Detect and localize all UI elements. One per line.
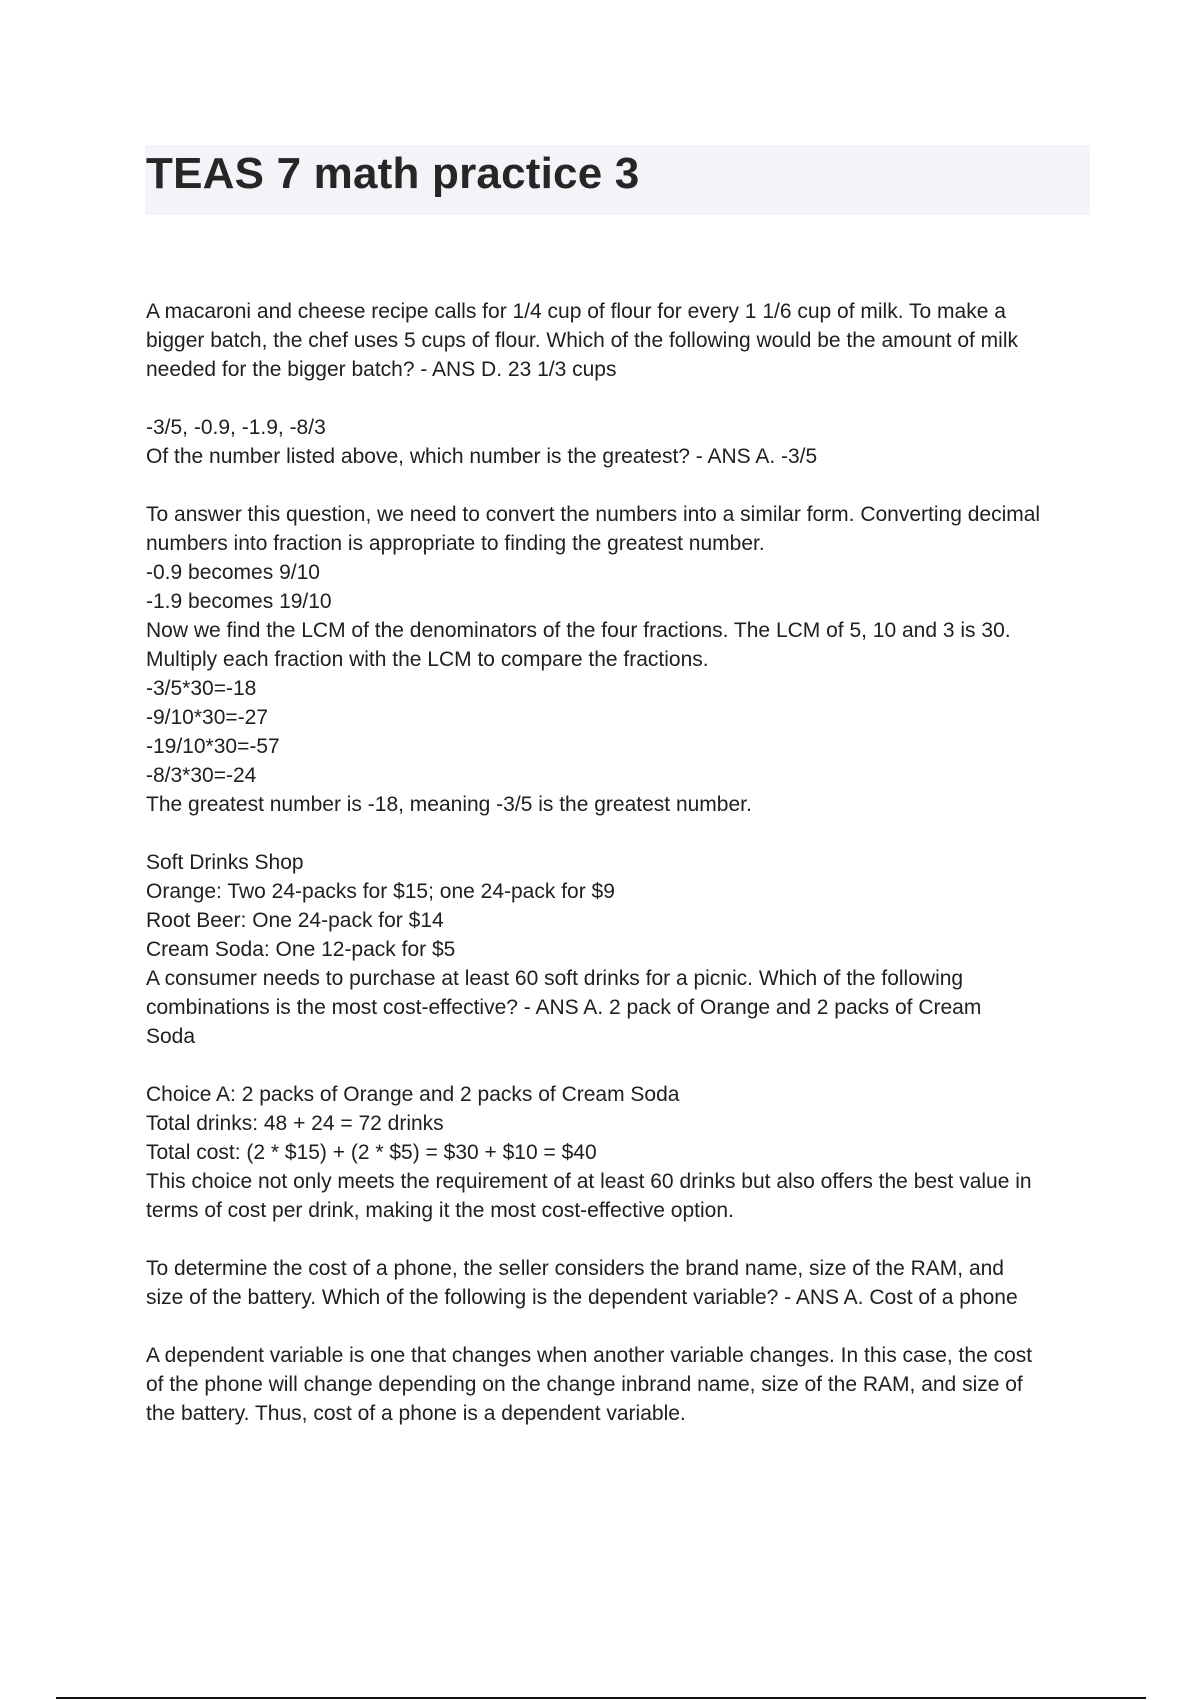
text-line: Root Beer: One 24-pack for $14: [146, 909, 444, 932]
text-line: Orange: Two 24-packs for $15; one 24-pack for $9: [146, 880, 615, 903]
text-line: of the phone will change depending on the change inbrand name, size of the RAM, and size of: [146, 1373, 1023, 1396]
text-line: Total cost: (2 * $15) + (2 * $5) = $30 + $10 = $40: [146, 1141, 597, 1164]
text-line: A macaroni and cheese recipe calls for 1/4 cup of flour for every 1 1/6 cup of milk. To make a: [146, 300, 1006, 323]
text-line: -19/10*30=-57: [146, 735, 280, 758]
text-line: Multiply each fraction with the LCM to compare the fractions.: [146, 648, 709, 671]
text-line: This choice not only meets the requirement of at least 60 drinks but also offers the best value in: [146, 1170, 1032, 1193]
text-line: Soft Drinks Shop: [146, 851, 304, 874]
explanation-dependent-variable: [146, 1341, 1096, 1428]
text-line: combinations is the most cost-effective? - ANS A. 2 pack of Orange and 2 packs of Cream: [146, 996, 982, 1019]
page-title: TEAS 7 math practice 3: [146, 149, 640, 198]
text-line: Cream Soda: One 12-pack for $5: [146, 938, 456, 961]
question-greatest-number: [146, 413, 1096, 471]
text-line: numbers into fraction is appropriate to finding the greatest number.: [146, 532, 765, 555]
text-line: To determine the cost of a phone, the seller considers the brand name, size of the RAM, and: [146, 1257, 1004, 1280]
question-macaroni-recipe: [146, 297, 1096, 384]
text-line: bigger batch, the chef uses 5 cups of flour. Which of the following would be the amount of milk: [146, 329, 1018, 352]
text-line: terms of cost per drink, making it the most cost-effective option.: [146, 1199, 734, 1222]
text-line: -0.9 becomes 9/10: [146, 561, 320, 584]
text-line: The greatest number is -18, meaning -3/5 is the greatest number.: [146, 793, 752, 816]
text-line: -1.9 becomes 19/10: [146, 590, 332, 613]
text-line: Now we find the LCM of the denominators of the four fractions. The LCM of 5, 10 and 3 is 30.: [146, 619, 1011, 642]
explanation-greatest-number: [146, 500, 1096, 819]
text-line: Choice A: 2 packs of Orange and 2 packs of Cream Soda: [146, 1083, 680, 1106]
text-line: -8/3*30=-24: [146, 764, 257, 787]
explanation-soft-drinks: [146, 1080, 1096, 1225]
text-line: needed for the bigger batch? - ANS D. 23 1/3 cups: [146, 358, 617, 381]
text-line: -3/5*30=-18: [146, 677, 257, 700]
question-dependent-variable: [146, 1254, 1096, 1312]
text-line: Total drinks: 48 + 24 = 72 drinks: [146, 1112, 444, 1135]
text-line: A dependent variable is one that changes when another variable changes. In this case, the cost: [146, 1344, 1033, 1367]
question-soft-drinks: [146, 848, 1096, 1051]
document-body: [146, 297, 1096, 1457]
bottom-divider: [56, 1697, 1146, 1699]
text-line: Of the number listed above, which number is the greatest? - ANS A. -3/5: [146, 445, 818, 468]
text-line: A consumer needs to purchase at least 60 soft drinks for a picnic. Which of the following: [146, 967, 964, 990]
text-line: -9/10*30=-27: [146, 706, 269, 729]
text-line: -3/5, -0.9, -1.9, -8/3: [146, 416, 326, 439]
text-line: Soda: [146, 1025, 196, 1048]
text-line: the battery. Thus, cost of a phone is a dependent variable.: [146, 1402, 686, 1425]
text-line: To answer this question, we need to convert the numbers into a similar form. Converting decimal: [146, 503, 1041, 526]
text-line: size of the battery. Which of the following is the dependent variable? - ANS A. Cost of a phone: [146, 1286, 1018, 1309]
